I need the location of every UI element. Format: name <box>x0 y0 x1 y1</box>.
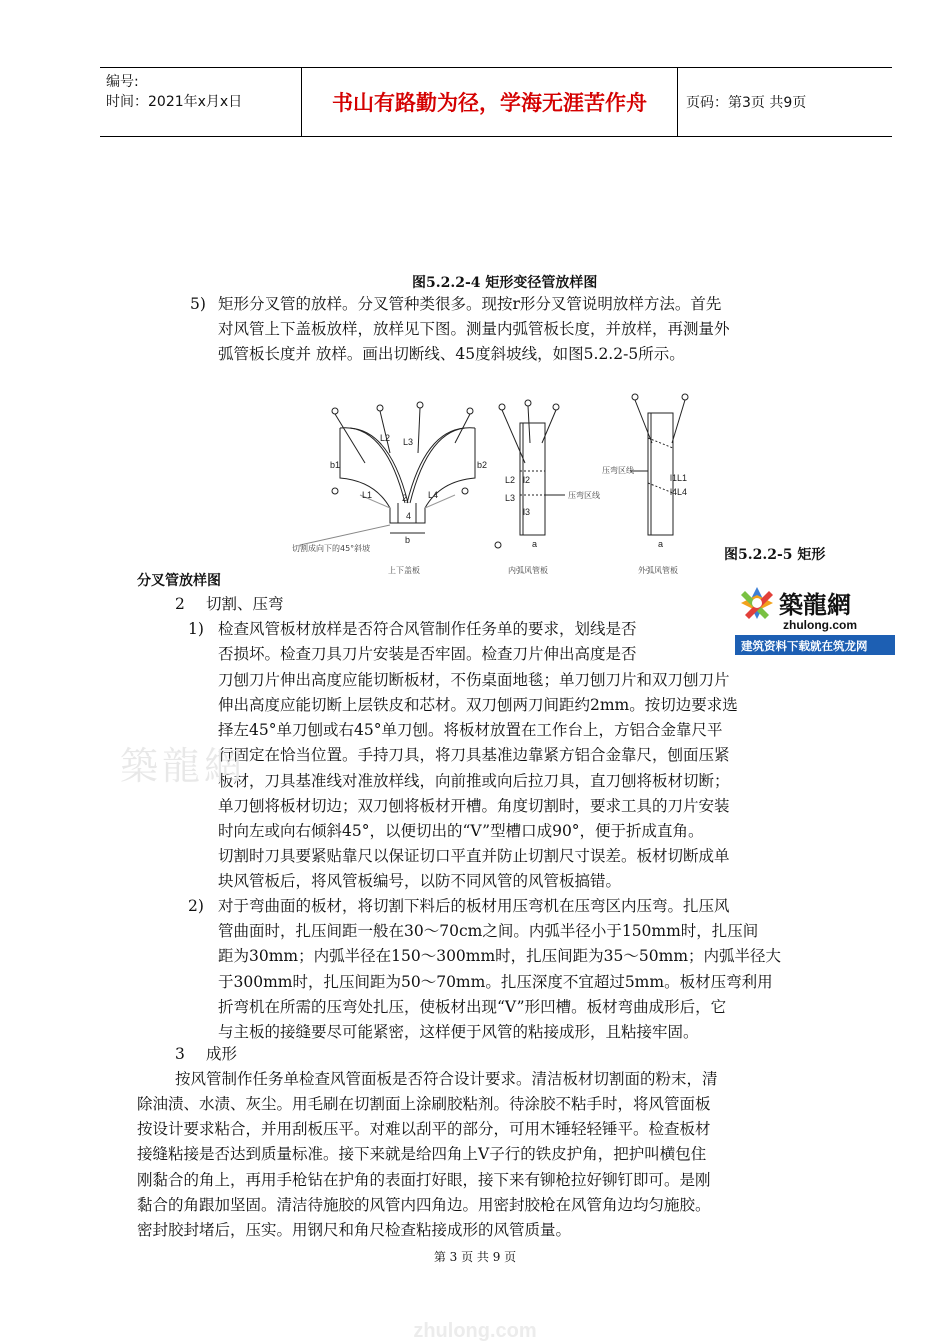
right-label-a: a <box>658 539 664 549</box>
time-label: 时间：2021年x月x日 <box>106 94 243 110</box>
right-label-l4: l4 <box>670 487 678 497</box>
mid-label-L3: L3 <box>505 493 516 503</box>
item5-line-1: 矩形分叉管的放样。分叉管种类很多。现按r形分叉管说明放样方法。首先 <box>218 295 722 313</box>
item5-line-2: 对风管上下盖板放样，放样见下图。测量内弧管板长度，并放样，再测量外 <box>218 320 730 338</box>
section2-number: 2 <box>175 595 185 613</box>
snowflake-icon <box>741 587 773 619</box>
figure-panel-inner-arc <box>495 400 565 548</box>
watermark-text: 築龍網 <box>120 744 247 788</box>
right-label-bend-zone: 压弯区线 <box>602 466 634 475</box>
figure-4-caption: 图5.2.2-4 矩形变径管放样图 <box>412 275 598 291</box>
section3-title: 成形 <box>206 1045 238 1063</box>
zhulong-logo <box>735 581 895 657</box>
para3-line-7: 密封胶封堵后，压实。用钢尺和角尺检查粘接成形的风管质量。 <box>137 1221 572 1239</box>
item1-line-11: 块风管板后，将风管板编号，以防不同风管的风管板搞错。 <box>218 872 622 890</box>
para3-line-2: 除油渍、水渍、灰尘。用毛刷在切割面上涂刷胶粘剂。待涂胶不粘手时，将风管面板 <box>137 1095 711 1113</box>
page-header <box>100 67 892 137</box>
label-b2: b2 <box>477 460 488 470</box>
mid-label-l2: l2 <box>523 475 531 485</box>
para3-line-1: 按风管制作任务单检查风管面板是否符合设计要求。清洁板材切割面的粉末，清 <box>175 1070 718 1088</box>
item1-line-7: 板材，刀具基准线对准放样线，向前推或向后拉刀具，直刀刨将板材切断； <box>218 772 730 790</box>
para3-line-3: 按设计要求粘合，并用刮板压平。对难以刮平的部分，可用木锤轻轻锤平。检查板材 <box>137 1120 711 1138</box>
section3-number: 3 <box>175 1045 185 1063</box>
item1-line-5: 择左45°单刀刨或右45°单刀刨。将板材放置在工作台上，方铝合金靠尺平 <box>218 721 723 739</box>
panel-caption-inner-arc: 内弧风管板 <box>508 566 548 575</box>
item1-number: 1) <box>188 620 204 638</box>
item1-line-6: 行固定在恰当位置。手持刀具，将刀具基准边靠紧方铝合金靠尺，刨面压紧 <box>218 746 730 764</box>
para3-line-6: 黏合的角跟加坚固。清洁待施胶的风管内四角边。用密封胶枪在风管角边均匀施胶。 <box>137 1196 711 1214</box>
label-b1: b1 <box>330 460 341 470</box>
label-L4: L4 <box>428 490 439 500</box>
figure-5-drawing <box>280 383 720 583</box>
figure-5-caption-b: 分叉管放样图 <box>137 573 221 589</box>
figure-panel-top-bottom <box>300 402 475 545</box>
item1-line-2: 否损坏。检查刀具刀片安装是否牢固。检查刀片伸出高度是否 <box>218 645 637 663</box>
mid-label-L2: L2 <box>505 475 516 485</box>
svg-text:建筑资料下载就在筑龙网: 建筑资料下载就在筑龙网 <box>741 639 868 653</box>
panel-caption-outer-arc: 外弧风管板 <box>638 566 678 575</box>
item1-line-4: 伸出高度应能切断上层铁皮和芯材。双刀刨两刀间距约2mm。按切边要求选 <box>218 696 738 714</box>
right-label-L4: L4 <box>677 487 688 497</box>
para3-line-5: 刚黏合的角上，再用手枪钻在护角的表面打好眼，接下来有铆枪拉好铆钉即可。是刚 <box>137 1171 711 1189</box>
item5-line-3: 弧管板长度并 放样。画出切断线、45度斜坡线，如图5.2.2-5所示。 <box>218 345 685 363</box>
item1-line-9: 时向左或向右倾斜45°，以便切出的“V”型槽口成90°，便于折成直角。 <box>218 822 704 840</box>
header-page-label: 页码：第3页 共9页 <box>686 95 807 111</box>
mid-label-a: a <box>532 539 538 549</box>
label-2: 2 <box>402 493 408 503</box>
item2-line-1: 对于弯曲面的板材，将切割下料后的板材用压弯机在压弯区内压弯。扎压风 <box>218 897 730 915</box>
item2-line-5: 折弯机在所需的压弯处扎压，使板材出现“V”形凹槽。板材弯曲成形后，它 <box>218 998 727 1016</box>
header-motto: 书山有路勤为径，学海无涯苦作舟 <box>302 68 678 136</box>
header-meta <box>100 68 302 136</box>
svg-text:築龍網: 築龍網 <box>779 590 851 619</box>
item2-line-6: 与主板的接缝要尽可能紧密，这样便于风管的粘接成形，且粘接牢固。 <box>218 1023 699 1041</box>
item1-line-3: 刀刨刀片伸出高度应能切断板材，不伤桌面地毯；单刀刨刀片和双刀刨刀片 <box>218 671 730 689</box>
watermark-bottom: zhulong.com <box>413 1320 537 1342</box>
label-4: 4 <box>406 511 412 521</box>
item2-number: 2) <box>188 897 204 915</box>
page-footer: 第 3 页 共 9 页 <box>433 1250 517 1264</box>
item1-line-8: 单刀刨将板材切边；双刀刨将板材开槽。角度切割时，要求工具的刀片安装 <box>218 797 730 815</box>
item2-line-3: 距为30mm；内弧半径在150～300mm时，扎压间距为35～50mm；内弧半径大 <box>218 947 782 965</box>
figure-panel-outer-arc <box>630 394 688 535</box>
right-label-l1: l1 <box>670 473 678 483</box>
item5-number: 5) <box>190 295 206 313</box>
label-L2: L2 <box>380 433 391 443</box>
section2-title: 切割、压弯 <box>206 595 284 613</box>
item1-line-1: 检查风管板材放样是否符合风管制作任务单的要求，划线是否 <box>218 620 637 638</box>
mid-label-bend-zone: 压弯区线 <box>568 491 600 500</box>
cut-note: 切割成向下的45°斜坡 <box>292 544 371 553</box>
item2-line-2: 管曲面时，扎压间距一般在30～70cm之间。内弧半径小于150mm时，扎压间 <box>218 922 759 940</box>
figure-5-caption-a: 图5.2.2-5 矩形 <box>724 547 826 563</box>
item1-line-10: 切割时刀具要紧贴靠尺以保证切口平直并防止切割尺寸误差。板材切断成单 <box>218 847 730 865</box>
mid-label-l3: l3 <box>523 507 531 517</box>
para3-line-4: 接缝粘接是否达到质量标准。接下来就是给四角上V子行的铁皮护角，把护叫横包住 <box>137 1145 707 1163</box>
panel-caption-top-bottom: 上下盖板 <box>388 566 420 575</box>
item2-line-4: 于300mm时，扎压间距为50～70mm。扎压深度不宜超过5mm。板材压弯利用 <box>218 973 773 991</box>
label-L1: L1 <box>362 490 373 500</box>
label-b: b <box>405 535 411 545</box>
label-L3: L3 <box>403 437 414 447</box>
right-label-L1: L1 <box>677 473 688 483</box>
number-label: 编号: <box>106 74 139 90</box>
svg-text:zhulong.com: zhulong.com <box>783 618 857 632</box>
